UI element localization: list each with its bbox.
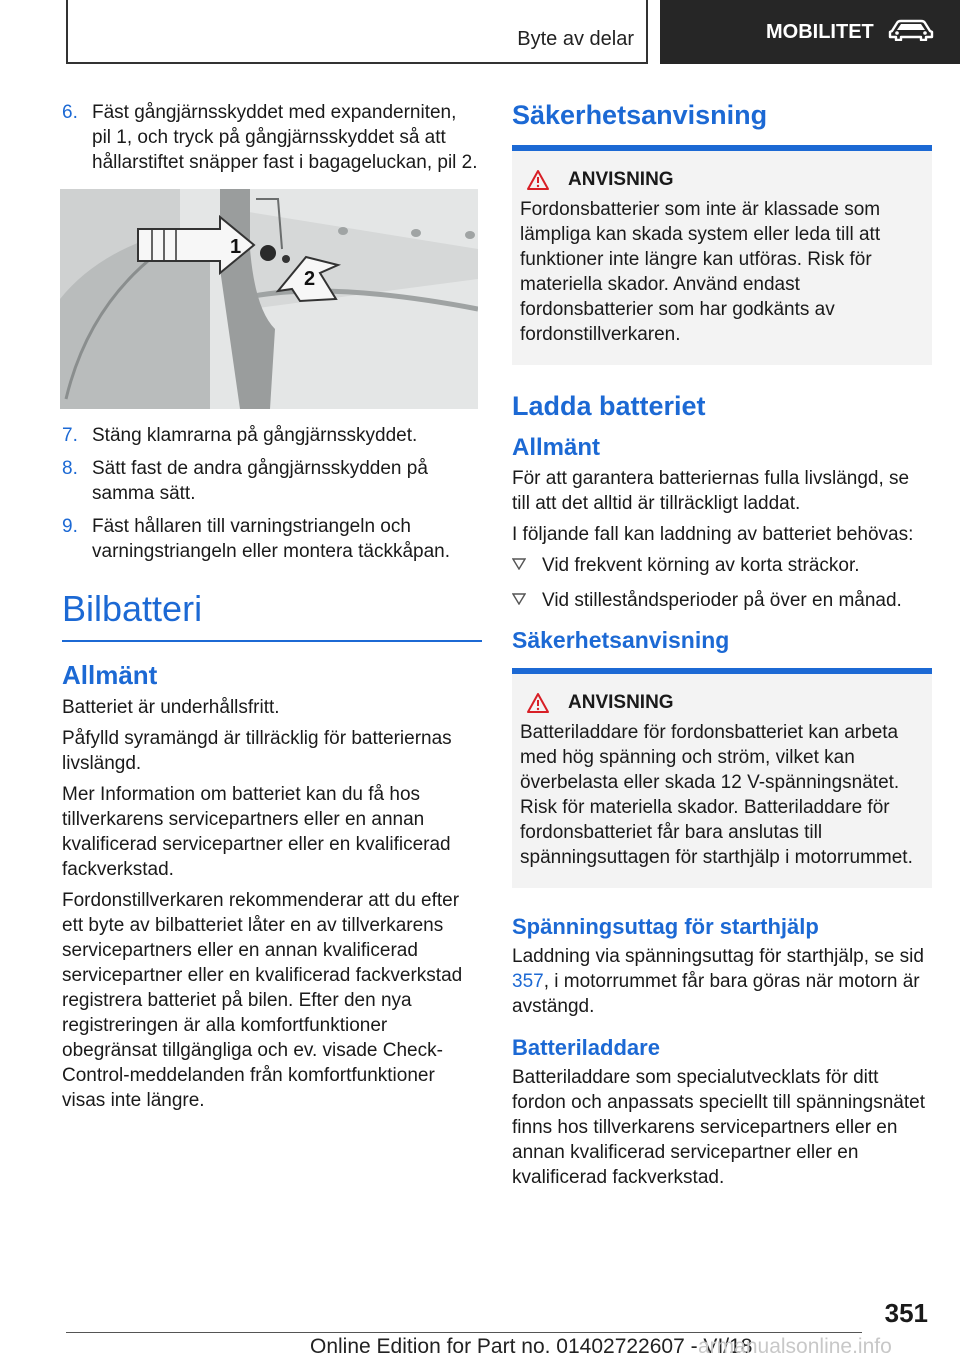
list-item — [512, 553, 932, 578]
warning-triangle-icon — [526, 169, 550, 191]
paragraph: I följande fall kan laddning av batteriet behövas: — [512, 524, 914, 545]
subsection-heading: Allmänt — [512, 434, 601, 461]
step-number: 9. — [62, 516, 78, 537]
bullet-text: Vid frekvent körning av korta sträckor. — [542, 555, 860, 576]
safety-heading: Säkerhetsanvisning — [512, 100, 932, 151]
header-chapter-tab — [660, 0, 960, 64]
footer-edition: Online Edition for Part no. 01402722607 - VI/18 — [310, 1335, 753, 1358]
arrow-1-label: 1 — [230, 236, 242, 258]
step-text: Fäst hållaren till varningstriangeln och varningstriangeln eller montera täckkåpan. — [92, 516, 451, 562]
paragraph: Fordonstillverkaren rekommenderar att du efter ett byte av bilbatteriet låter en av tillverkarens servicepartners eller en annan kvalificerad servicepartner eller en kvalificerad fackverkstad registrera batteriet på bilen. Efter den nya registreringen är alla komfortfunktioner obegränsat tillgängliga och ev. visade Check-Control-meddelanden från komfortfunktioner visas inte längre. — [62, 890, 463, 1111]
warning-label: ANVISNING — [568, 692, 674, 713]
paragraph: Batteriet är underhållsfritt. — [62, 697, 280, 718]
step-number: 6. — [62, 102, 78, 123]
chapter-heading: Bilbatteri — [62, 588, 482, 642]
step-number: 7. — [62, 425, 78, 446]
list-item — [62, 514, 480, 564]
bullet-list — [512, 553, 932, 613]
header-chapter-label: MOBILITET — [766, 20, 874, 43]
paragraph: Batteriladdare som specialutvecklats för ditt fordon och anpassats speciellt till spänningsnätet finns hos tillverkarens servicepartners eller en annan kvalificerad servicepartner eller en kvalificerad fackverkstad. — [512, 1067, 925, 1188]
section-heading: Allmänt — [62, 660, 158, 690]
page-link-357[interactable]: 357 — [512, 971, 544, 992]
paragraph — [512, 944, 932, 1019]
section-heading: Ladda batteriet — [512, 391, 706, 421]
page-number: 351 — [884, 1298, 928, 1328]
jump-text-pre: Laddning via spänningsuttag för starthjälp, se sid — [512, 946, 924, 967]
list-item — [62, 423, 480, 448]
warning-text: Fordonsbatterier som inte är klassade som lämpliga kan skada system eller leda till att funktioner inte längre kan utföras. Risk för materiella skador. Använd endast fordonsbatterier som har godkänts av fordonstillverkaren. — [520, 199, 881, 345]
warning-header — [520, 692, 924, 714]
step-text: Fäst gångjärnsskyddet med expanderniten, pil 1, och tryck på gångjärnsskyddet så att hållarstiftet snäpper fast i bagageluckan, pil 2. — [92, 102, 478, 173]
bullet-text: Vid stilleståndsperioder på över en månad. — [542, 590, 902, 611]
jump-text-post: , i motorrummet får bara göras när motorn är avstängd. — [512, 971, 920, 1017]
footer-divider — [66, 1332, 862, 1333]
warning-triangle-icon — [526, 692, 550, 714]
warning-box — [512, 674, 932, 888]
paragraph: För att garantera batteriernas fulla livslängd, se till att det alltid är tillräckligt laddat. — [512, 468, 910, 514]
subsection-heading: Spänningsuttag för starthjälp — [512, 914, 819, 939]
list-item — [62, 100, 480, 175]
left-column — [62, 100, 480, 1113]
paragraph: Påfylld syramängd är tillräcklig för batteriernas livslängd. — [62, 728, 452, 774]
footer-watermark: armanualsonline.info — [698, 1335, 892, 1358]
list-item — [62, 456, 480, 506]
warning-box — [512, 151, 932, 365]
arrow-2-label: 2 — [304, 268, 316, 290]
subsection-heading: Batteriladdare — [512, 1035, 660, 1060]
right-column — [512, 100, 932, 1190]
warning-text: Batteriladdare för fordonsbatteriet kan arbeta med hög spänning och ström, vilket kan överbelasta eller skada 12 V-spänningsnätet. Risk för materiella skador. Batteriladdare för fordonsbatteriet får bara anslutas till spänningsuttagen för starthjälp i motorrummet. — [520, 722, 913, 868]
hinge-cover-photo — [60, 189, 478, 409]
header-section-title: Byte av delar — [517, 28, 634, 50]
list-item — [512, 588, 932, 613]
car-icon — [888, 17, 934, 47]
paragraph: Mer Information om batteriet kan du få hos tillverkarens servicepartners eller en annan kvalificerad servicepartner eller en kvalificerad fackverkstad. — [62, 784, 451, 880]
step-text: Sätt fast de andra gångjärnsskydden på samma sätt. — [92, 458, 428, 504]
warning-header — [520, 169, 924, 191]
step-number: 8. — [62, 458, 78, 479]
safety-heading: Säkerhetsanvisning — [512, 627, 932, 674]
warning-label: ANVISNING — [568, 169, 674, 190]
step-text: Stäng klamrarna på gångjärnsskyddet. — [92, 425, 418, 446]
triangle-bullet-icon — [512, 558, 526, 570]
steps-list-a — [62, 100, 480, 175]
triangle-bullet-icon — [512, 593, 526, 605]
steps-list-b — [62, 423, 480, 564]
